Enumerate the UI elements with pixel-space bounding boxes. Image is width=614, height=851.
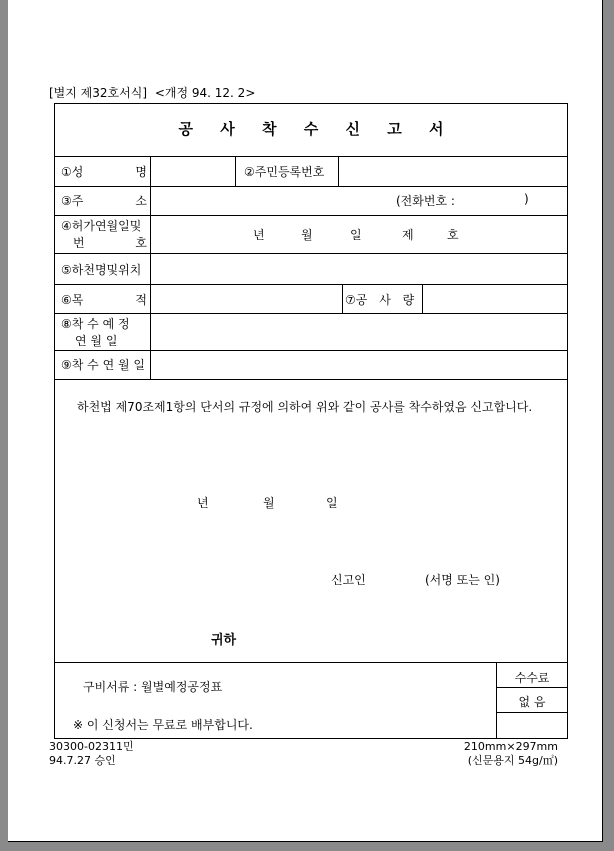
report-day: 일 [326,496,338,510]
reporter-label: 신고인 [331,573,366,587]
report-month: 월 [263,496,275,510]
resident-number-field[interactable] [339,157,567,186]
address-field[interactable] [151,187,567,215]
footer-size: 210mm×297mm [463,740,558,753]
river-name-field[interactable] [151,254,567,284]
planned-start-field[interactable] [151,314,567,350]
document-page [8,0,603,842]
form-number-text: [별지 제32호서식] [49,86,147,100]
label-resident-number: ②주민등록번호 [244,165,325,179]
permit-year: 년 [253,228,265,242]
label-address: ③주 소 [61,194,147,208]
name-field[interactable] [151,157,234,186]
label-start-date-text: ⑨착 수 연 월 일 [61,358,145,372]
title-char: 공 [178,120,194,138]
declaration-text: 하천법 제70조제1항의 단서의 규정에 의하여 위와 같이 공사를 착수하였음 신고합니다. [77,400,533,414]
footer-approval: 94.7.27 승인 [49,754,116,767]
start-date-field[interactable] [151,351,567,379]
fee-label: 수수료 [514,671,550,685]
permit-month: 월 [301,228,313,242]
phone-close: ) [524,192,529,206]
label-planned-start: ⑧착 수 예 정 [61,317,130,331]
permit-no-suffix: 호 [447,228,459,242]
label-planned-start-date: 연 월 일 [75,334,118,348]
form-number [49,84,255,101]
form-title [55,118,567,139]
title-char: 서 [428,120,444,138]
required-documents: 구비서류 : 월별예정공정표 [83,680,223,694]
purpose-field[interactable] [151,285,341,313]
footer-code: 30300-02311민 [49,740,134,753]
construction-amount-field[interactable] [423,285,567,313]
label-river-name: ⑤하천명및위치 [61,263,142,277]
report-year: 년 [197,496,209,510]
fee-value: 없 음 [518,695,546,709]
footer-right [464,740,558,768]
footer-left [49,740,134,768]
free-notice: ※ 이 신청서는 무료로 배부합니다. [73,718,253,732]
title-char: 착 [262,120,277,138]
label-permit-number: 번 호 [73,236,147,250]
phone-label: (전화번호 : [396,194,455,208]
label-name: ①성 명 [61,165,147,179]
revision-text: <개정 94. 12. 2> [154,86,256,100]
label-permit-date: ④허가연월일및 [61,219,142,233]
footer-paper: (신문용지 54g/㎡) [467,754,558,767]
recipient-label: 귀하 [211,633,237,648]
label-construction-amount: ⑦공 사 량 [345,293,415,307]
permit-day: 일 [350,228,362,242]
report-form [54,103,568,739]
title-char: 신 [345,120,360,138]
label-purpose: ⑥목 적 [61,293,147,307]
title-char: 고 [387,120,402,138]
title-char: 사 [220,120,235,138]
signature-label: (서명 또는 인) [425,573,500,587]
title-char: 수 [303,120,319,138]
permit-no-prefix: 제 [402,228,414,242]
